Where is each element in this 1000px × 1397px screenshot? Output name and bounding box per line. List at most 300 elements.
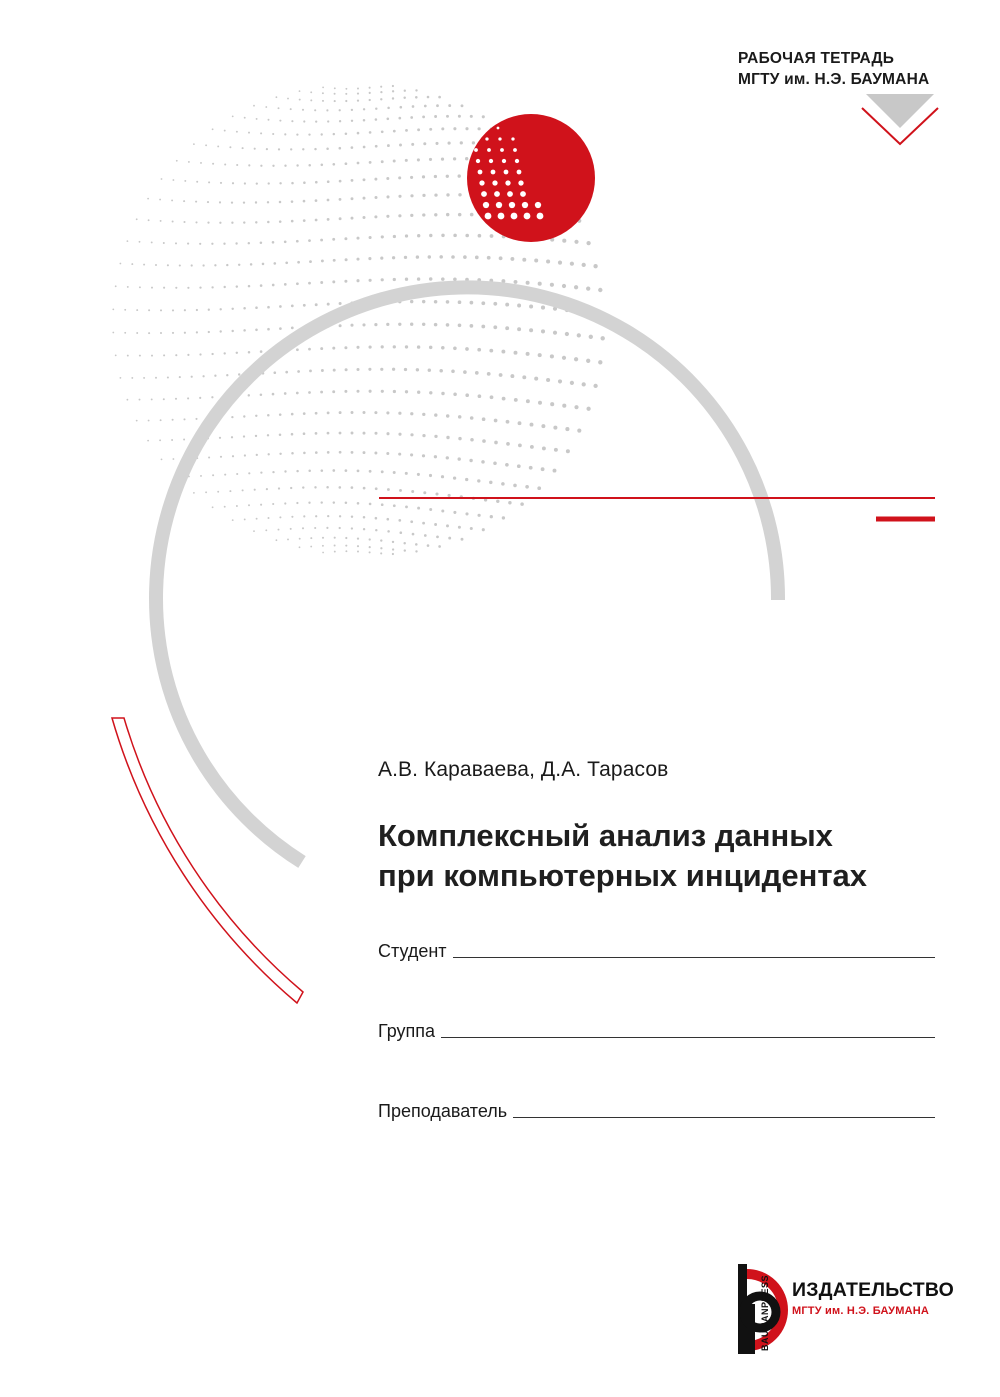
sphere-dot <box>429 277 432 280</box>
sphere-dot <box>386 215 389 218</box>
red-sphere-dot <box>478 170 483 175</box>
sphere-dot <box>534 377 538 381</box>
sphere-dot <box>322 92 324 94</box>
sphere-dot <box>586 359 590 363</box>
sphere-dot <box>279 327 282 330</box>
sphere-dot <box>434 193 437 196</box>
sphere-dot <box>386 411 389 414</box>
sphere-dot <box>386 452 389 455</box>
sphere-dot <box>321 469 324 472</box>
sphere-dot <box>147 198 149 200</box>
sphere-dot <box>272 393 275 396</box>
sphere-dot <box>232 519 234 521</box>
sphere-dot <box>290 108 292 110</box>
sphere-dot <box>260 350 263 353</box>
sphere-dot <box>422 413 425 416</box>
sphere-dot <box>351 146 354 149</box>
sphere-dot <box>131 377 133 379</box>
sphere-dot <box>351 120 353 122</box>
sphere-dot <box>506 420 510 424</box>
sphere-dot <box>387 530 390 533</box>
sphere-dot <box>525 485 529 489</box>
sphere-dot <box>308 391 311 394</box>
sphere-dot <box>272 284 275 287</box>
sphere-dot <box>514 398 518 402</box>
sphere-dot <box>339 109 341 111</box>
sphere-dot <box>187 354 189 356</box>
sphere-dot <box>256 182 258 184</box>
sphere-dot <box>284 470 286 472</box>
sphere-dot <box>351 197 354 200</box>
sphere-dot <box>236 473 238 475</box>
sphere-dot <box>199 243 201 245</box>
sphere-dot <box>369 390 372 393</box>
sphere-dot <box>320 347 323 350</box>
sphere-dot <box>139 399 141 401</box>
sphere-dot <box>334 545 336 547</box>
sphere-dot <box>381 160 384 163</box>
sphere-dot <box>465 393 469 397</box>
sphere-dot <box>429 474 432 477</box>
sphere-dot <box>482 528 485 531</box>
sphere-dot <box>501 350 505 354</box>
sphere-dot <box>458 415 462 419</box>
red-sphere-dot <box>537 213 544 220</box>
sphere-dot <box>574 285 578 289</box>
sphere-dot <box>155 264 157 266</box>
sphere-dot <box>369 92 371 94</box>
sphere-dot <box>255 435 257 437</box>
sphere-dot <box>253 530 255 532</box>
sphere-dot <box>333 133 335 135</box>
sphere-dot <box>205 144 207 146</box>
sphere-dot <box>196 331 198 333</box>
student-label: Студент <box>378 941 447 961</box>
sphere-dot <box>211 243 213 245</box>
sphere-dot <box>303 452 306 455</box>
sphere-dot <box>322 537 324 539</box>
sphere-dot <box>127 399 129 401</box>
sphere-dot <box>398 519 401 522</box>
sphere-dot <box>386 432 389 435</box>
sphere-dot <box>453 278 457 282</box>
sphere-dot <box>231 416 233 418</box>
sphere-dot <box>562 284 566 288</box>
group-fill-line[interactable] <box>441 1036 935 1038</box>
sphere-dot <box>345 502 348 505</box>
sphere-dot <box>453 476 456 479</box>
sphere-dot <box>392 368 395 371</box>
sphere-dot <box>326 147 329 150</box>
sphere-dot <box>207 201 209 203</box>
red-sphere-dot <box>496 202 502 208</box>
sphere-dot <box>410 433 413 436</box>
sphere-dot <box>405 159 408 162</box>
sphere-dot <box>303 304 306 307</box>
sphere-dot <box>315 181 318 184</box>
sphere-dot <box>375 196 378 199</box>
sphere-dot <box>422 434 425 437</box>
sphere-dot <box>112 332 114 334</box>
sphere-dot <box>199 286 201 288</box>
sphere-dot <box>501 482 505 486</box>
sphere-dot <box>279 453 281 455</box>
student-field[interactable] <box>378 934 935 962</box>
red-sphere-dot <box>511 213 518 220</box>
sphere-dot <box>217 145 219 147</box>
sphere-dot <box>334 87 336 89</box>
sphere-dot <box>308 164 311 167</box>
sphere-dot <box>434 455 437 458</box>
sphere-dot <box>410 412 413 415</box>
sphere-dot <box>229 146 231 148</box>
sphere-dot <box>310 537 312 539</box>
sphere-dot <box>422 213 425 216</box>
sphere-dot <box>345 162 348 165</box>
sphere-dot <box>248 242 250 244</box>
teacher-fill-line[interactable] <box>513 1116 935 1118</box>
sphere-dot <box>550 354 554 358</box>
sphere-dot <box>541 424 545 428</box>
sphere-dot <box>202 264 204 266</box>
sphere-dot <box>327 432 330 435</box>
sphere-dot <box>374 452 377 455</box>
sphere-dot <box>161 459 163 461</box>
sphere-dot <box>424 534 427 537</box>
sphere-dot <box>219 437 221 439</box>
sphere-dot <box>345 545 347 547</box>
sphere-dot <box>167 264 169 266</box>
sphere-dot <box>493 325 497 329</box>
sphere-dot <box>357 545 359 547</box>
sphere-dot <box>255 415 257 417</box>
sphere-dot <box>267 221 270 224</box>
sphere-dot <box>212 128 214 130</box>
sphere-dot <box>303 120 305 122</box>
sphere-dot <box>339 302 342 305</box>
sphere-dot <box>538 401 542 405</box>
sphere-dot <box>321 369 324 372</box>
sphere-dot <box>398 412 401 415</box>
sphere-dot <box>363 451 366 454</box>
sphere-dot <box>224 130 226 132</box>
sphere-dot <box>494 441 498 445</box>
sphere-dot <box>267 434 269 436</box>
sphere-dot <box>195 418 197 420</box>
sphere-dot <box>175 398 177 400</box>
sphere-dot <box>475 256 479 260</box>
sphere-dot <box>422 194 425 197</box>
sphere-dot <box>195 221 197 223</box>
sphere-dot <box>422 323 425 326</box>
sphere-dot <box>287 98 289 100</box>
sphere-dot <box>380 86 382 88</box>
sphere-dot <box>434 115 437 118</box>
sphere-dot <box>356 237 359 240</box>
sphere-dot <box>434 435 437 438</box>
sphere-dot <box>272 133 274 135</box>
sphere-dot <box>236 164 238 166</box>
sphere-dot <box>279 433 282 436</box>
sphere-dot <box>147 440 149 442</box>
sphere-dot <box>461 538 464 541</box>
sphere-dot <box>493 462 497 466</box>
sphere-dot <box>224 506 226 508</box>
sphere-dot <box>582 263 586 267</box>
sphere-dot <box>321 164 324 167</box>
sphere-dot <box>481 325 485 329</box>
sphere-dot <box>403 97 405 99</box>
sphere-dot <box>496 500 499 503</box>
sphere-dot <box>339 451 342 454</box>
sphere-dot <box>417 345 420 348</box>
sphere-dot <box>243 329 246 332</box>
sphere-dot <box>308 470 311 473</box>
sphere-dot <box>303 515 305 517</box>
sphere-dot <box>357 162 360 165</box>
sphere-dot <box>332 469 335 472</box>
sphere-dot <box>310 99 312 101</box>
sphere-dot <box>339 527 341 529</box>
sphere-dot <box>160 332 162 334</box>
sphere-dot <box>490 395 494 399</box>
sphere-dot <box>327 218 330 221</box>
sphere-dot <box>297 261 300 264</box>
sphere-dot <box>534 259 538 263</box>
sphere-dot <box>315 303 318 306</box>
sphere-dot <box>502 516 505 519</box>
sphere-dot <box>250 263 253 266</box>
sphere-dot <box>322 552 324 554</box>
sphere-dot <box>332 280 335 283</box>
red-sphere-dot <box>507 191 513 197</box>
sphere-dot <box>363 178 366 181</box>
sphere-dot <box>345 537 347 539</box>
sphere-dot <box>339 515 341 517</box>
sphere-dot <box>357 88 359 90</box>
sphere-dot <box>448 104 451 107</box>
sphere-dot <box>392 85 394 87</box>
sphere-dot <box>410 176 413 179</box>
sphere-dot <box>350 324 353 327</box>
sphere-dot <box>386 323 389 326</box>
sphere-dot <box>195 201 197 203</box>
sphere-dot <box>363 528 365 530</box>
red-sphere-dot <box>487 148 491 152</box>
red-sphere-dot <box>491 170 496 175</box>
red-sphere-dot <box>497 127 500 130</box>
sphere-dot <box>489 349 493 353</box>
sphere-dot <box>296 282 299 285</box>
sphere-dot <box>284 165 286 167</box>
group-field[interactable] <box>378 1014 935 1042</box>
sphere-dot <box>363 487 366 490</box>
sphere-dot <box>502 397 506 401</box>
sphere-dot <box>368 368 371 371</box>
sphere-dot <box>438 96 441 99</box>
red-sphere-dot <box>505 180 510 185</box>
sphere-dot <box>392 548 394 550</box>
sphere-dot <box>265 529 267 531</box>
sphere-dot <box>172 309 174 311</box>
sphere-dot <box>308 133 310 135</box>
sphere-dot <box>327 180 330 183</box>
red-sphere-dot <box>479 180 484 185</box>
red-sphere-dot <box>498 137 501 140</box>
sphere-dot <box>291 305 294 308</box>
sphere-dot <box>273 262 276 265</box>
sphere-dot <box>219 201 221 203</box>
sphere-dot <box>470 115 473 118</box>
sphere-dot <box>243 435 245 437</box>
sphere-dot <box>393 390 396 393</box>
sphere-dot <box>136 332 138 334</box>
sphere-dot <box>211 353 213 355</box>
sphere-dot <box>453 157 456 160</box>
sphere-dot <box>380 552 382 554</box>
sphere-dot <box>375 432 378 435</box>
sphere-dot <box>315 120 317 122</box>
sphere-dot <box>529 466 533 470</box>
sphere-dot <box>235 242 237 244</box>
sphere-dot <box>522 375 526 379</box>
sphere-dot <box>518 421 522 425</box>
sphere-dot <box>369 131 372 134</box>
sphere-dot <box>546 259 550 263</box>
sphere-dot <box>236 505 238 507</box>
sphere-dot <box>148 309 150 311</box>
sphere-dot <box>163 354 165 356</box>
publisher-name: ИЗДАТЕЛЬСТВО <box>792 1279 955 1301</box>
sphere-dot <box>333 369 336 372</box>
sphere-dot <box>530 445 534 449</box>
sphere-dot <box>183 200 185 202</box>
sphere-dot <box>387 107 390 110</box>
sphere-dot <box>565 427 569 431</box>
sphere-dot <box>278 529 280 531</box>
sphere-dot <box>310 546 312 548</box>
sphere-dot <box>260 132 262 134</box>
sphere-dot <box>465 478 468 481</box>
sphere-dot <box>475 371 479 375</box>
sphere-dot <box>463 255 467 259</box>
sphere-dot <box>179 376 181 378</box>
sphere-dot <box>490 515 493 518</box>
sphere-dot <box>398 195 401 198</box>
sphere-dot <box>273 371 276 374</box>
sphere-dot <box>272 503 274 505</box>
sphere-dot <box>151 241 153 243</box>
sphere-dot <box>238 264 240 266</box>
sphere-dot <box>453 511 456 514</box>
red-sphere-dot <box>494 191 500 197</box>
sphere-dot <box>315 219 318 222</box>
sphere-dot <box>268 119 270 121</box>
sphere-dot <box>291 182 294 185</box>
sphere-dot <box>163 242 165 244</box>
sphere-dot <box>356 279 359 282</box>
sphere-dot <box>308 348 311 351</box>
red-sphere-dot <box>502 159 506 163</box>
sphere-dot <box>499 373 503 377</box>
sphere-dot <box>345 469 348 472</box>
sphere-dot <box>285 261 288 264</box>
sphere-dot <box>412 533 415 536</box>
sphere-dot <box>187 243 189 245</box>
sphere-dot <box>465 157 468 160</box>
sphere-dot <box>417 277 420 280</box>
sphere-dot <box>505 463 509 467</box>
sphere-dot <box>248 394 250 396</box>
sphere-dot <box>327 303 330 306</box>
sphere-dot <box>470 213 474 217</box>
red-sphere-dot <box>498 213 505 220</box>
sphere-dot <box>529 328 533 332</box>
title-line-2: при компьютерных инцидентах <box>378 858 867 893</box>
sphere-dot <box>308 282 311 285</box>
sphere-dot <box>302 109 304 111</box>
sphere-dot <box>291 120 293 122</box>
sphere-dot <box>510 257 514 261</box>
sphere-dot <box>553 469 557 473</box>
sphere-dot <box>458 193 461 196</box>
sphere-dot <box>193 492 195 494</box>
sphere-dot <box>291 220 294 223</box>
sphere-dot <box>265 106 267 108</box>
student-fill-line[interactable] <box>453 956 935 958</box>
sphere-dot <box>554 448 558 452</box>
sphere-dot <box>356 346 359 349</box>
sphere-dot <box>405 505 408 508</box>
sphere-dot <box>522 258 526 262</box>
sphere-dot <box>380 368 383 371</box>
sphere-dot <box>160 309 162 311</box>
sphere-dot <box>403 542 405 544</box>
red-sphere-dot <box>474 148 478 152</box>
sphere-dot <box>333 259 336 262</box>
sphere-dot <box>296 164 298 166</box>
sphere-dot <box>481 460 485 464</box>
sphere-dot <box>131 263 133 265</box>
sphere-dot <box>184 332 186 334</box>
sphere-dot <box>411 143 414 146</box>
sphere-dot <box>446 115 449 118</box>
sphere-dot <box>351 515 353 517</box>
sphere-dot <box>321 133 323 135</box>
sphere-dot <box>344 390 347 393</box>
sphere-dot <box>214 264 216 266</box>
sphere-dot <box>279 413 282 416</box>
sphere-dot <box>439 255 443 259</box>
sphere-dot <box>220 182 222 184</box>
sphere-dot <box>332 390 335 393</box>
sphere-dot <box>482 115 485 118</box>
sphere-dot <box>302 527 304 529</box>
teacher-field[interactable] <box>378 1094 935 1122</box>
sphere-dot <box>256 118 258 120</box>
sphere-dot <box>267 306 270 309</box>
sphere-dot <box>441 475 444 478</box>
sphere-dot <box>404 368 407 371</box>
sphere-dot <box>356 258 359 261</box>
sphere-dot <box>327 451 330 454</box>
sphere-dot <box>136 420 138 422</box>
sphere-dot <box>160 220 162 222</box>
sphere-dot <box>453 234 457 238</box>
sphere-dot <box>344 237 347 240</box>
sphere-dot <box>398 433 401 436</box>
sphere-dot <box>315 412 318 415</box>
